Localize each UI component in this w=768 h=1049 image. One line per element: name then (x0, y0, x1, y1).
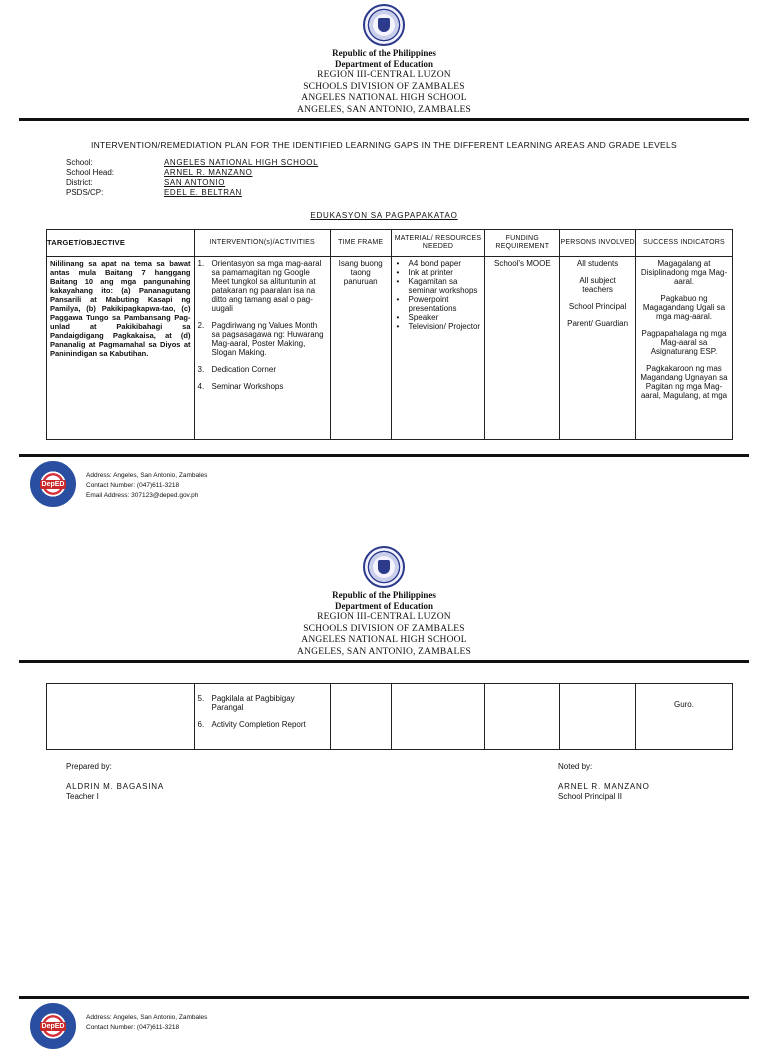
deped-seal-icon (363, 546, 405, 588)
footer-contact: Contact Number: (047)611-3218 (86, 1024, 180, 1031)
head-value: ARNEL R. MANZANO (164, 168, 253, 177)
region-line: REGION III-CENTRAL LUZON (317, 612, 451, 622)
list-item: Pagpapahalaga ng mga Mag-aaral sa Asignaturang ESP. (641, 329, 727, 356)
list-item: 2. Pagdiriwang ng Values Month sa pagsasagawa ng: Huwarang Mag-aaral, Poster Making, Slogan Making. (197, 321, 324, 357)
noted-label: Noted by: (558, 762, 593, 771)
table-row (47, 684, 733, 750)
deped-seal-icon (363, 4, 405, 46)
list-item: Magagalang at Disiplinadong mga Mag-aaral. (640, 259, 728, 286)
success-cell (635, 257, 732, 440)
plan-title: INTERVENTION/REMEDIATION PLAN FOR THE IDENTIFIED LEARNING GAPS IN THE DIFFERENT LEARNING AREAS AND GRADE LEVELS (90, 140, 678, 150)
school-label: School: (66, 158, 93, 167)
psds-value: EDEL E. BELTRAN (164, 188, 242, 197)
time-frame-cell: Isang buong taong panuruan (330, 257, 391, 440)
plan-table (46, 229, 733, 440)
table-row (47, 257, 733, 440)
subject-title: EDUKASYON SA PAGPAPAKATAO (310, 211, 458, 220)
noted-title: School Principal II (558, 792, 623, 801)
list-item: • Ink at printer (395, 268, 482, 277)
materials-cell (391, 257, 485, 440)
footer-address: Address: Angeles, San Antonio, Zambales (86, 472, 208, 479)
list-item: • Television/ Projector (395, 322, 482, 331)
table-header-row (47, 230, 733, 257)
header-interventions: INTERVENTION(s)/ACTIVITIES (194, 230, 330, 257)
noted-name: ARNEL R. MANZANO (558, 782, 650, 791)
department-line: Department of Education (335, 601, 433, 611)
header-target: TARGET/OBJECTIVE (47, 230, 195, 257)
header-persons: PERSONS INVOLVED (560, 230, 636, 257)
psds-label: PSDS/CP: (66, 188, 104, 197)
footer-contact: Contact Number: (047)611-3218 (86, 482, 180, 489)
noted-by-block (558, 762, 650, 802)
list-item: 5. Pagkilala at Pagbibigay Parangal (197, 694, 295, 712)
school-logo-icon: DepED (30, 461, 76, 507)
school-value: ANGELES NATIONAL HIGH SCHOOL (164, 158, 319, 167)
funding-cell: School's MOOE (485, 257, 560, 440)
school-line: ANGELES NATIONAL HIGH SCHOOL (301, 93, 467, 103)
page1-footer (30, 461, 207, 507)
district-value: SAN ANTONIO (164, 178, 226, 187)
republic-line: Republic of the Philippines (332, 48, 436, 58)
list-item: Pagkakaroon ng mas Magandang Ugnayan sa Pagitan ng mga Mag-aaral, Magulang, at mga (640, 364, 728, 400)
prepared-name: ALDRIN M. BAGASINA (66, 782, 164, 791)
list-item: • A4 bond paper (395, 259, 482, 268)
list-item: All subject teachers (579, 276, 616, 294)
footer-divider (19, 996, 749, 999)
prepared-label: Prepared by: (66, 762, 112, 771)
list-item: School Principal (568, 302, 627, 311)
footer-divider (19, 454, 749, 457)
header-success: SUCCESS INDICATORS (635, 230, 732, 257)
header-divider (19, 660, 749, 663)
list-item: All students (576, 259, 619, 268)
plan-table-continued (46, 683, 733, 750)
prepared-title: Teacher I (66, 792, 99, 801)
footer-email: Email Address: 307123@deped.gov.ph (86, 492, 199, 499)
success-cell: Guro. (635, 684, 732, 750)
division-line: SCHOOLS DIVISION OF ZAMBALES (303, 623, 465, 634)
objective-cell: Nililinang sa apat na tema sa bawat antas mula Baitang 7 hanggang Baitang 10 ang mga pangunahing kakayahang ito: (a) Pananagutang Pansarili at Mabuting Kasapi ng Pamilya, (b) Pakikipagkapwa-tao, (c) Paggawa Tungo sa Pambansang Pag-unlad at Pakikibahagi sa Pandaigdigang Pagkakaisa, at (d) Pananalig at Pagmamahal sa Diyos at Paninindigan sa Kabutihan. (47, 257, 195, 440)
republic-line: Republic of the Philippines (332, 590, 436, 600)
district-label: District: (66, 178, 93, 187)
page2-header (0, 546, 768, 658)
footer-address: Address: Angeles, San Antonio, Zambales (86, 1014, 208, 1021)
list-item: • Speaker (395, 313, 482, 322)
school-logo-icon: DepED (30, 1003, 76, 1049)
header-funding: FUNDING REQUIREMENT (485, 230, 560, 257)
list-item: 3. Dedication Corner (197, 365, 276, 374)
region-line: REGION III-CENTRAL LUZON (317, 70, 451, 80)
persons-cell (560, 257, 636, 440)
header-time-frame: TIME FRAME (330, 230, 391, 257)
location-line: ANGELES, SAN ANTONIO, ZAMBALES (297, 104, 471, 115)
school-line: ANGELES NATIONAL HIGH SCHOOL (301, 635, 467, 645)
division-line: SCHOOLS DIVISION OF ZAMBALES (303, 81, 465, 92)
school-info (66, 158, 318, 198)
list-item: 1. Orientasyon sa mga mag-aaral sa pamamagitan ng Google Meet tungkol sa alituntunin at patakaran ng paaralan isa na ditto ang tamang asal o pag-uugali (197, 259, 322, 313)
list-item: 6. Activity Completion Report (197, 720, 306, 729)
list-item: • Kagamitan sa seminar workshops (395, 277, 482, 295)
prepared-by-block (66, 762, 164, 802)
interventions-cell (194, 684, 330, 750)
page2-footer (30, 1003, 207, 1049)
list-item: • Powerpoint presentations (395, 295, 482, 313)
header-divider (19, 118, 749, 121)
header-materials: MATERIAL/ RESOURCES NEEDED (391, 230, 485, 257)
list-item: 4. Seminar Workshops (197, 382, 284, 391)
page1-header (0, 4, 768, 116)
list-item: Pagkabuo ng Magagandang Ugali sa mga mag-aaral. (642, 294, 726, 321)
interventions-cell (194, 257, 330, 440)
head-label: School Head: (66, 168, 115, 177)
location-line: ANGELES, SAN ANTONIO, ZAMBALES (297, 646, 471, 657)
department-line: Department of Education (335, 59, 433, 69)
list-item: Parent/ Guardian (567, 319, 629, 328)
